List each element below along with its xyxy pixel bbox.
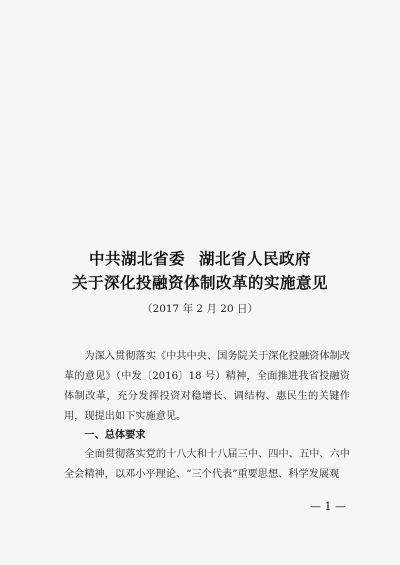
document-date: （2017 年 2 月 20 日） [142, 303, 258, 315]
section-paragraph: 全面贯彻落实党的十八大和十八届三中、四中、五中、六中全会精神，以邓小平理论、“三个代表”重要思想、科学发展观 [64, 449, 350, 480]
issuer-provincial-government: 湖北省人民政府 [199, 250, 312, 268]
section-heading: 一、总体要求 [84, 430, 146, 441]
intro-paragraph: 为深入贯彻落实《中共中央、国务院关于深化投融资体制改革的意见》（中发〔2016〕18 号）精神，全面推进我省投融资体制改革，充分发挥投资对稳增长、调结构、惠民生的关键作用，现提出如下实施意见。 [64, 351, 350, 422]
issuer-party-committee: 中共湖北省委 [88, 250, 185, 268]
document-title: 关于深化投融资体制改革的实施意见 [71, 274, 328, 292]
document-title-issuers [0, 247, 400, 271]
document-body [64, 347, 350, 485]
page-number: — 1 — [310, 500, 346, 513]
document-header [0, 247, 400, 317]
